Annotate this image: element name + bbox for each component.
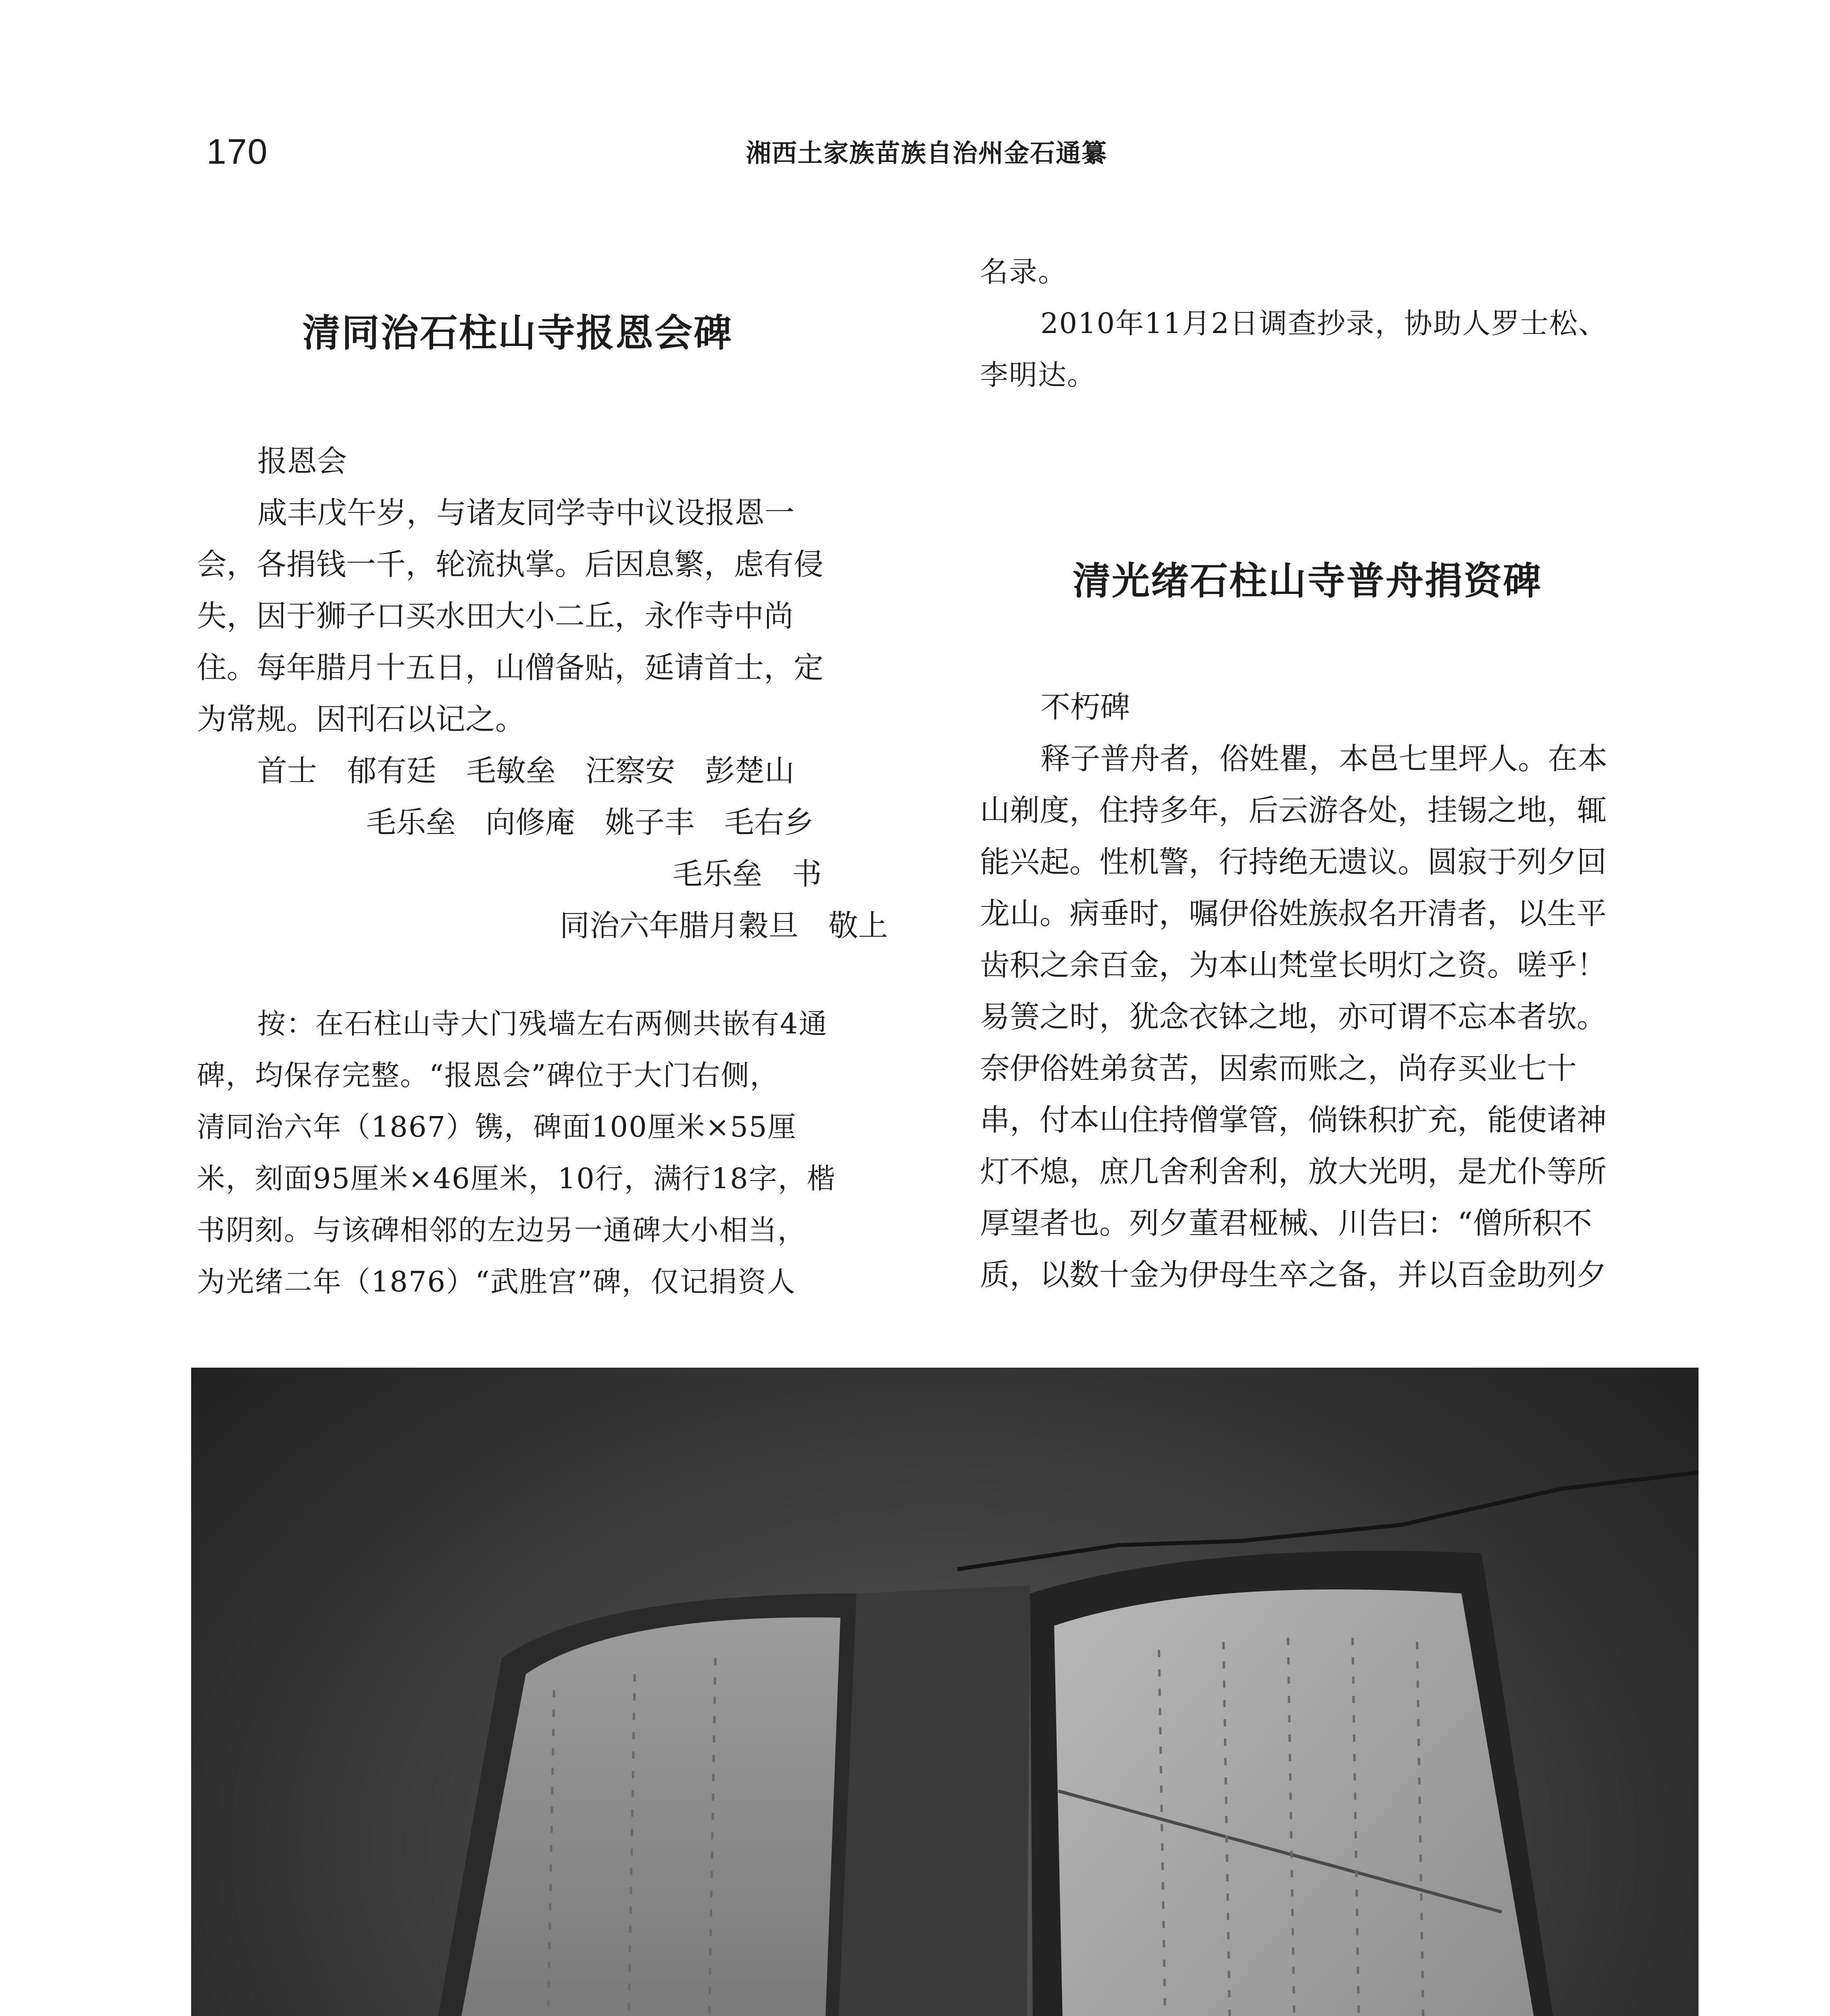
left-inscription	[197, 435, 923, 952]
note-line: 米，刻面95厘米×46厘米，10行，满行18字，楷	[197, 1162, 836, 1195]
text-line: 名录。	[980, 255, 1067, 288]
text-line: 厚望者也。列夕董君桠械、川告曰：“僧所积不	[980, 1206, 1592, 1241]
stele-photo-illustration	[191, 1368, 1699, 2016]
writer-line: 毛乐垒 书	[673, 857, 822, 891]
text-line: 易箦之时，犹念衣钵之地，亦可谓不忘本者欤。	[980, 1000, 1607, 1034]
text-line: 山剃度，住持多年，后云游各处，挂锡之地，辄	[980, 793, 1607, 828]
text-line: 会，各捐钱一千，轮流执掌。后因息繁，虑有侵	[197, 547, 823, 582]
signatories-line: 毛乐垒 向修庵 姚子丰 毛右乡	[366, 805, 814, 840]
right-continued	[980, 246, 1714, 401]
text-line: 质，以数十金为伊母生卒之备，并以百金助列夕	[980, 1258, 1607, 1292]
text-line: 为常规。因刊石以记之。	[197, 702, 525, 737]
text-line: 2010年11月2日调查抄录，协助人罗士松、	[1040, 307, 1607, 340]
note-line: 书阴刻。与该碑相邻的左边另一通碑大小相当，	[197, 1214, 807, 1247]
left-note	[197, 998, 931, 1308]
text-line: 齿积之余百金，为本山梵堂长明灯之资。嗟乎！	[980, 948, 1607, 983]
text-line: 住。每年腊月十五日，山僧备贴，延请首士，定	[197, 650, 823, 685]
note-line: 为光绪二年（1876）“武胜宫”碑，仅记捐资人	[197, 1265, 796, 1298]
text-line: 灯不熄，庶几舍利舍利，放大光明，是尤仆等所	[980, 1154, 1607, 1189]
text-line: 龙山。病垂时，嘱伊俗姓族叔名开清者，以生平	[980, 896, 1607, 931]
left-article-title: 清同治石柱山寺报恩会碑	[302, 312, 733, 354]
text-line: 串，付本山住持僧掌管，倘铢积扩充，能使诸神	[980, 1103, 1607, 1137]
note-line: 按：在石柱山寺大门残墙左右两侧共嵌有4通	[257, 1007, 828, 1040]
right-article-title: 清光绪石柱山寺普舟捐资碑	[1073, 560, 1542, 602]
text-line: 咸丰戊午岁，与诸友同学寺中议设报恩一	[257, 496, 794, 530]
note-line: 碑，均保存完整。“报恩会”碑位于大门右侧，	[197, 1059, 779, 1092]
note-line: 清同治六年（1867）镌，碑面100厘米×55厘	[197, 1110, 797, 1143]
text-line: 能兴起。性机警，行持绝无遗议。圆寂于列夕回	[980, 845, 1607, 879]
text-line: 释子普舟者，俗姓瞿，本邑七里坪人。在本	[1040, 741, 1607, 776]
page-number: 170	[206, 131, 268, 171]
inscription-heading: 不朽碑	[1040, 690, 1130, 725]
running-head: 湘西土家族苗族自治州金石通纂	[746, 140, 1108, 167]
stele-photo	[191, 1368, 1699, 2016]
date-line: 同治六年腊月穀旦 敬上	[560, 908, 888, 943]
text-line: 李明达。	[980, 358, 1096, 392]
text-line: 失，因于狮子口买水田大小二丘，永作寺中尚	[197, 599, 794, 633]
inscription-heading: 报恩会	[257, 444, 347, 479]
text-line: 奈伊俗姓弟贫苦，因索而账之，尚存买业七十	[980, 1051, 1577, 1086]
middle-pillar	[832, 1585, 1030, 2016]
signatories-line: 首士 郁有廷 毛敏垒 汪察安 彭楚山	[257, 754, 794, 788]
right-inscription	[980, 681, 1714, 1301]
